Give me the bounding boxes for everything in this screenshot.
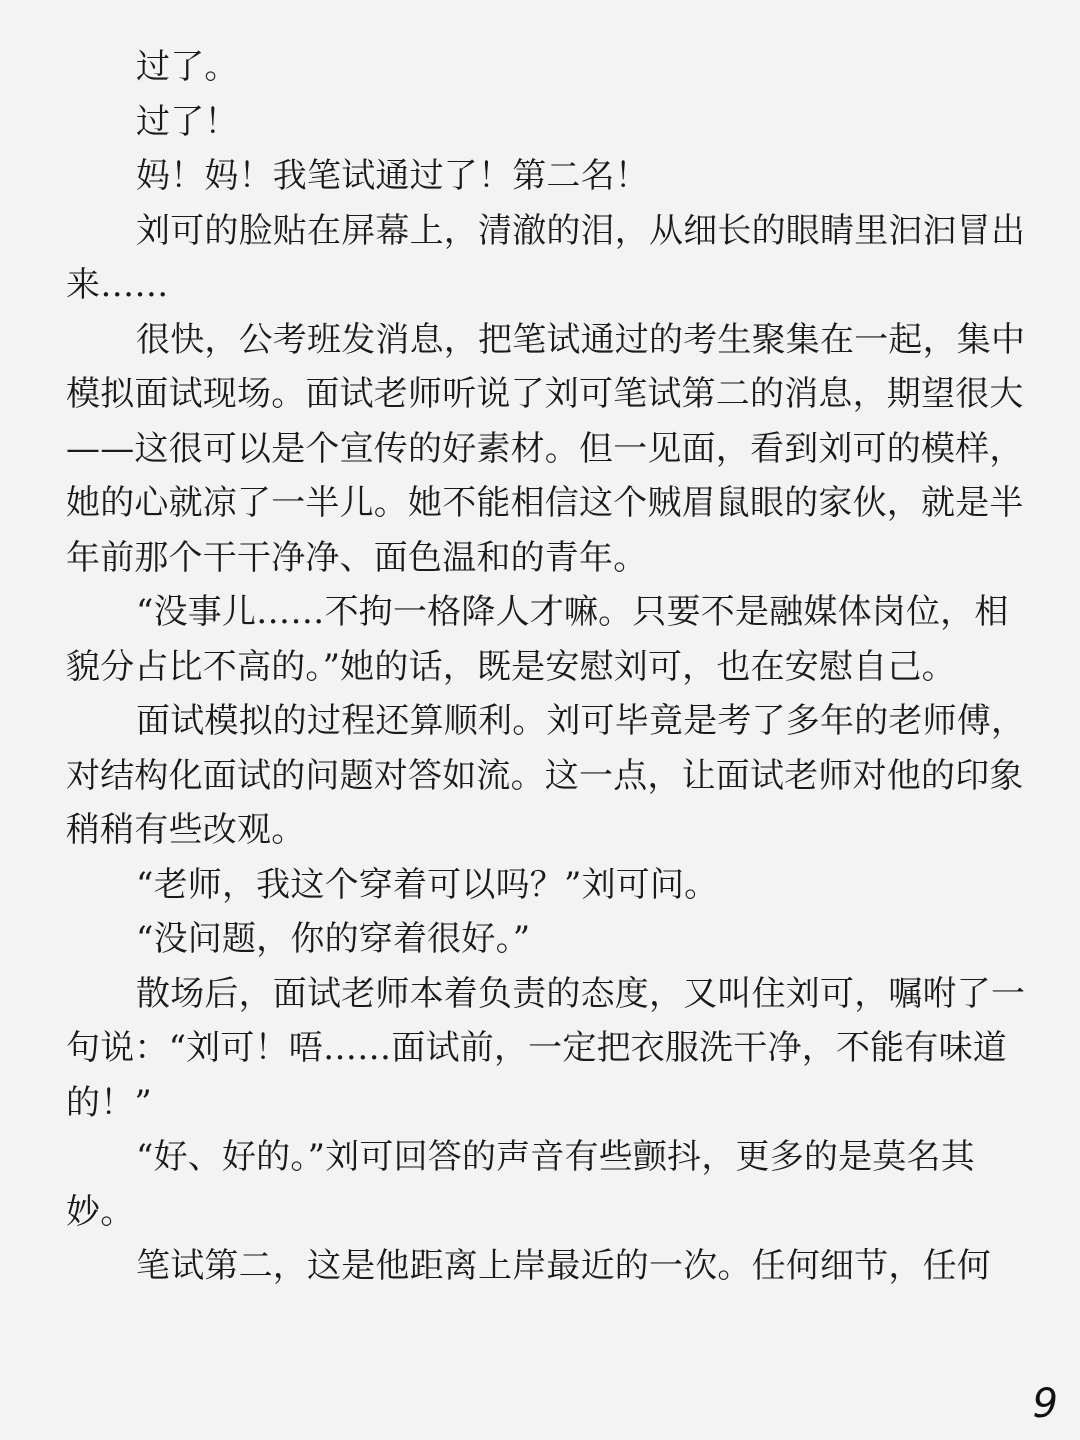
paragraph: 刘可的脸贴在屏幕上，清澈的泪，从细长的眼睛里汩汩冒出来……	[66, 210, 1026, 305]
paragraph: 妈！妈！我笔试通过了！第二名！	[136, 156, 649, 196]
paragraph: “老师，我这个穿着可以吗？”刘可问。	[136, 864, 719, 905]
paragraph: 过了。	[136, 47, 239, 87]
story-text	[66, 40, 1026, 1294]
paragraph: 散场后，面试老师本着负责的态度，又叫住刘可，嘱咐了一句说：“刘可！唔……面试前，一定把衣服洗干净，不能有味道的！”	[66, 973, 1026, 1123]
paragraph: 过了！	[136, 101, 239, 142]
paragraph: 面试模拟的过程还算顺利。刘可毕竟是考了多年的老师傅，对结构化面试的问题对答如流。这一点，让面试老师对他的印象稍稍有些改观。	[66, 701, 1026, 850]
paragraph: “好、好的。”刘可回答的声音有些颤抖，更多的是莫名其妙。	[66, 1137, 975, 1232]
paragraph: “没问题，你的穿着很好。”	[136, 919, 531, 959]
paragraph: “没事儿……不拘一格降人才嘛。只要不是融媒体岗位，相貌分占比不高的。”她的话，既是安慰刘可，也在安慰自己。	[66, 592, 1009, 687]
page-number: 9	[1032, 1381, 1058, 1427]
paragraph: 笔试第二，这是他距离上岸最近的一次。任何细节，任何	[136, 1246, 991, 1286]
paragraph: 很快，公考班发消息，把笔试通过的考生聚集在一起，集中模拟面试现场。面试老师听说了刘可笔试第二的消息，期望很大——这很可以是个宣传的好素材。但一见面，看到刘可的模样，她的心就凉了一半儿。她不能相信这个贼眉鼠眼的家伙，就是半年前那个干干净净、面色温和的青年。	[66, 319, 1026, 578]
